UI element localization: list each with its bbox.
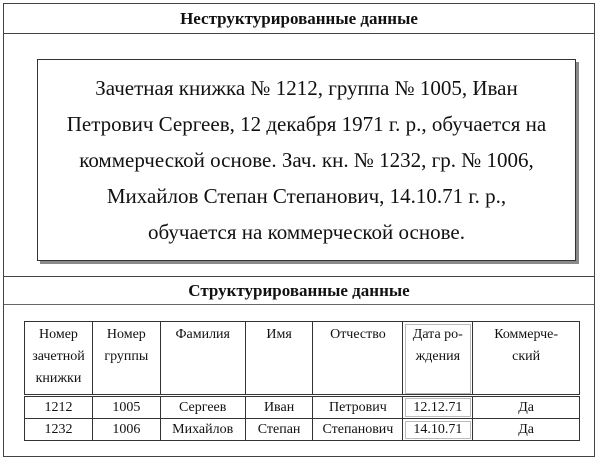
table-cell: 1005: [92, 396, 160, 419]
unstructured-text-box: [37, 59, 576, 261]
header-line: Номер: [106, 327, 146, 342]
text-line: коммерческой основе. Зач. кн. № 1232, гр. № 1006,: [79, 148, 534, 172]
header-cell-patronymic: [313, 322, 403, 396]
table-cell: 1006: [92, 419, 160, 441]
figure-frame: [3, 3, 595, 457]
table-cell: 12.12.71: [403, 396, 473, 419]
structured-title: Структурированные данные: [4, 277, 594, 305]
header-line: Дата ро-: [412, 327, 463, 342]
header-cell-birth-date: [403, 322, 473, 396]
header-line: ский: [512, 349, 541, 364]
table-cell: 1212: [25, 396, 93, 419]
structured-table: [24, 321, 580, 441]
header-line: зачетной: [32, 349, 85, 364]
table-cell: Степанович: [313, 419, 403, 441]
table-cell: Степан: [245, 419, 313, 441]
table-cell: Сергеев: [160, 396, 245, 419]
structured-section: [4, 276, 594, 305]
table-cell: Да: [473, 396, 580, 419]
header-cell-commercial: [473, 322, 580, 396]
table-header-row: [25, 322, 580, 396]
header-line: Имя: [266, 327, 292, 342]
table-cell: Да: [473, 419, 580, 441]
table-cell: 14.10.71: [403, 419, 473, 441]
table-cell: Иван: [245, 396, 313, 419]
header-cell-surname: [160, 322, 245, 396]
text-line: Михайлов Степан Степанович, 14.10.71 г. р.,: [106, 184, 507, 208]
header-line: группы: [104, 349, 149, 364]
header-cell-name: [245, 322, 313, 396]
text-line: Петрович Сергеев, 12 декабря 1971 г. р., обучается на: [66, 112, 547, 136]
table-row: [25, 419, 580, 441]
header-cell-group: [92, 322, 160, 396]
unstructured-title: Неструктурированные данные: [4, 4, 594, 34]
table-cell: Михайлов: [160, 419, 245, 441]
table-cell: Петрович: [313, 396, 403, 419]
header-line: Отчество: [330, 327, 386, 342]
header-line: Номер: [39, 327, 78, 342]
table-cell: 1232: [25, 419, 93, 441]
header-line: ждения: [415, 349, 461, 364]
table-row: [25, 396, 580, 419]
header-line: Фамилия: [175, 327, 230, 342]
text-line: Зачетная книжка № 1212, группа № 1005, Иван: [95, 76, 518, 100]
header-line: Коммерче-: [494, 327, 559, 342]
header-cell-record-book: [25, 322, 93, 396]
text-line: обучается на коммерческой основе.: [148, 220, 465, 244]
header-line: книжки: [35, 371, 82, 386]
